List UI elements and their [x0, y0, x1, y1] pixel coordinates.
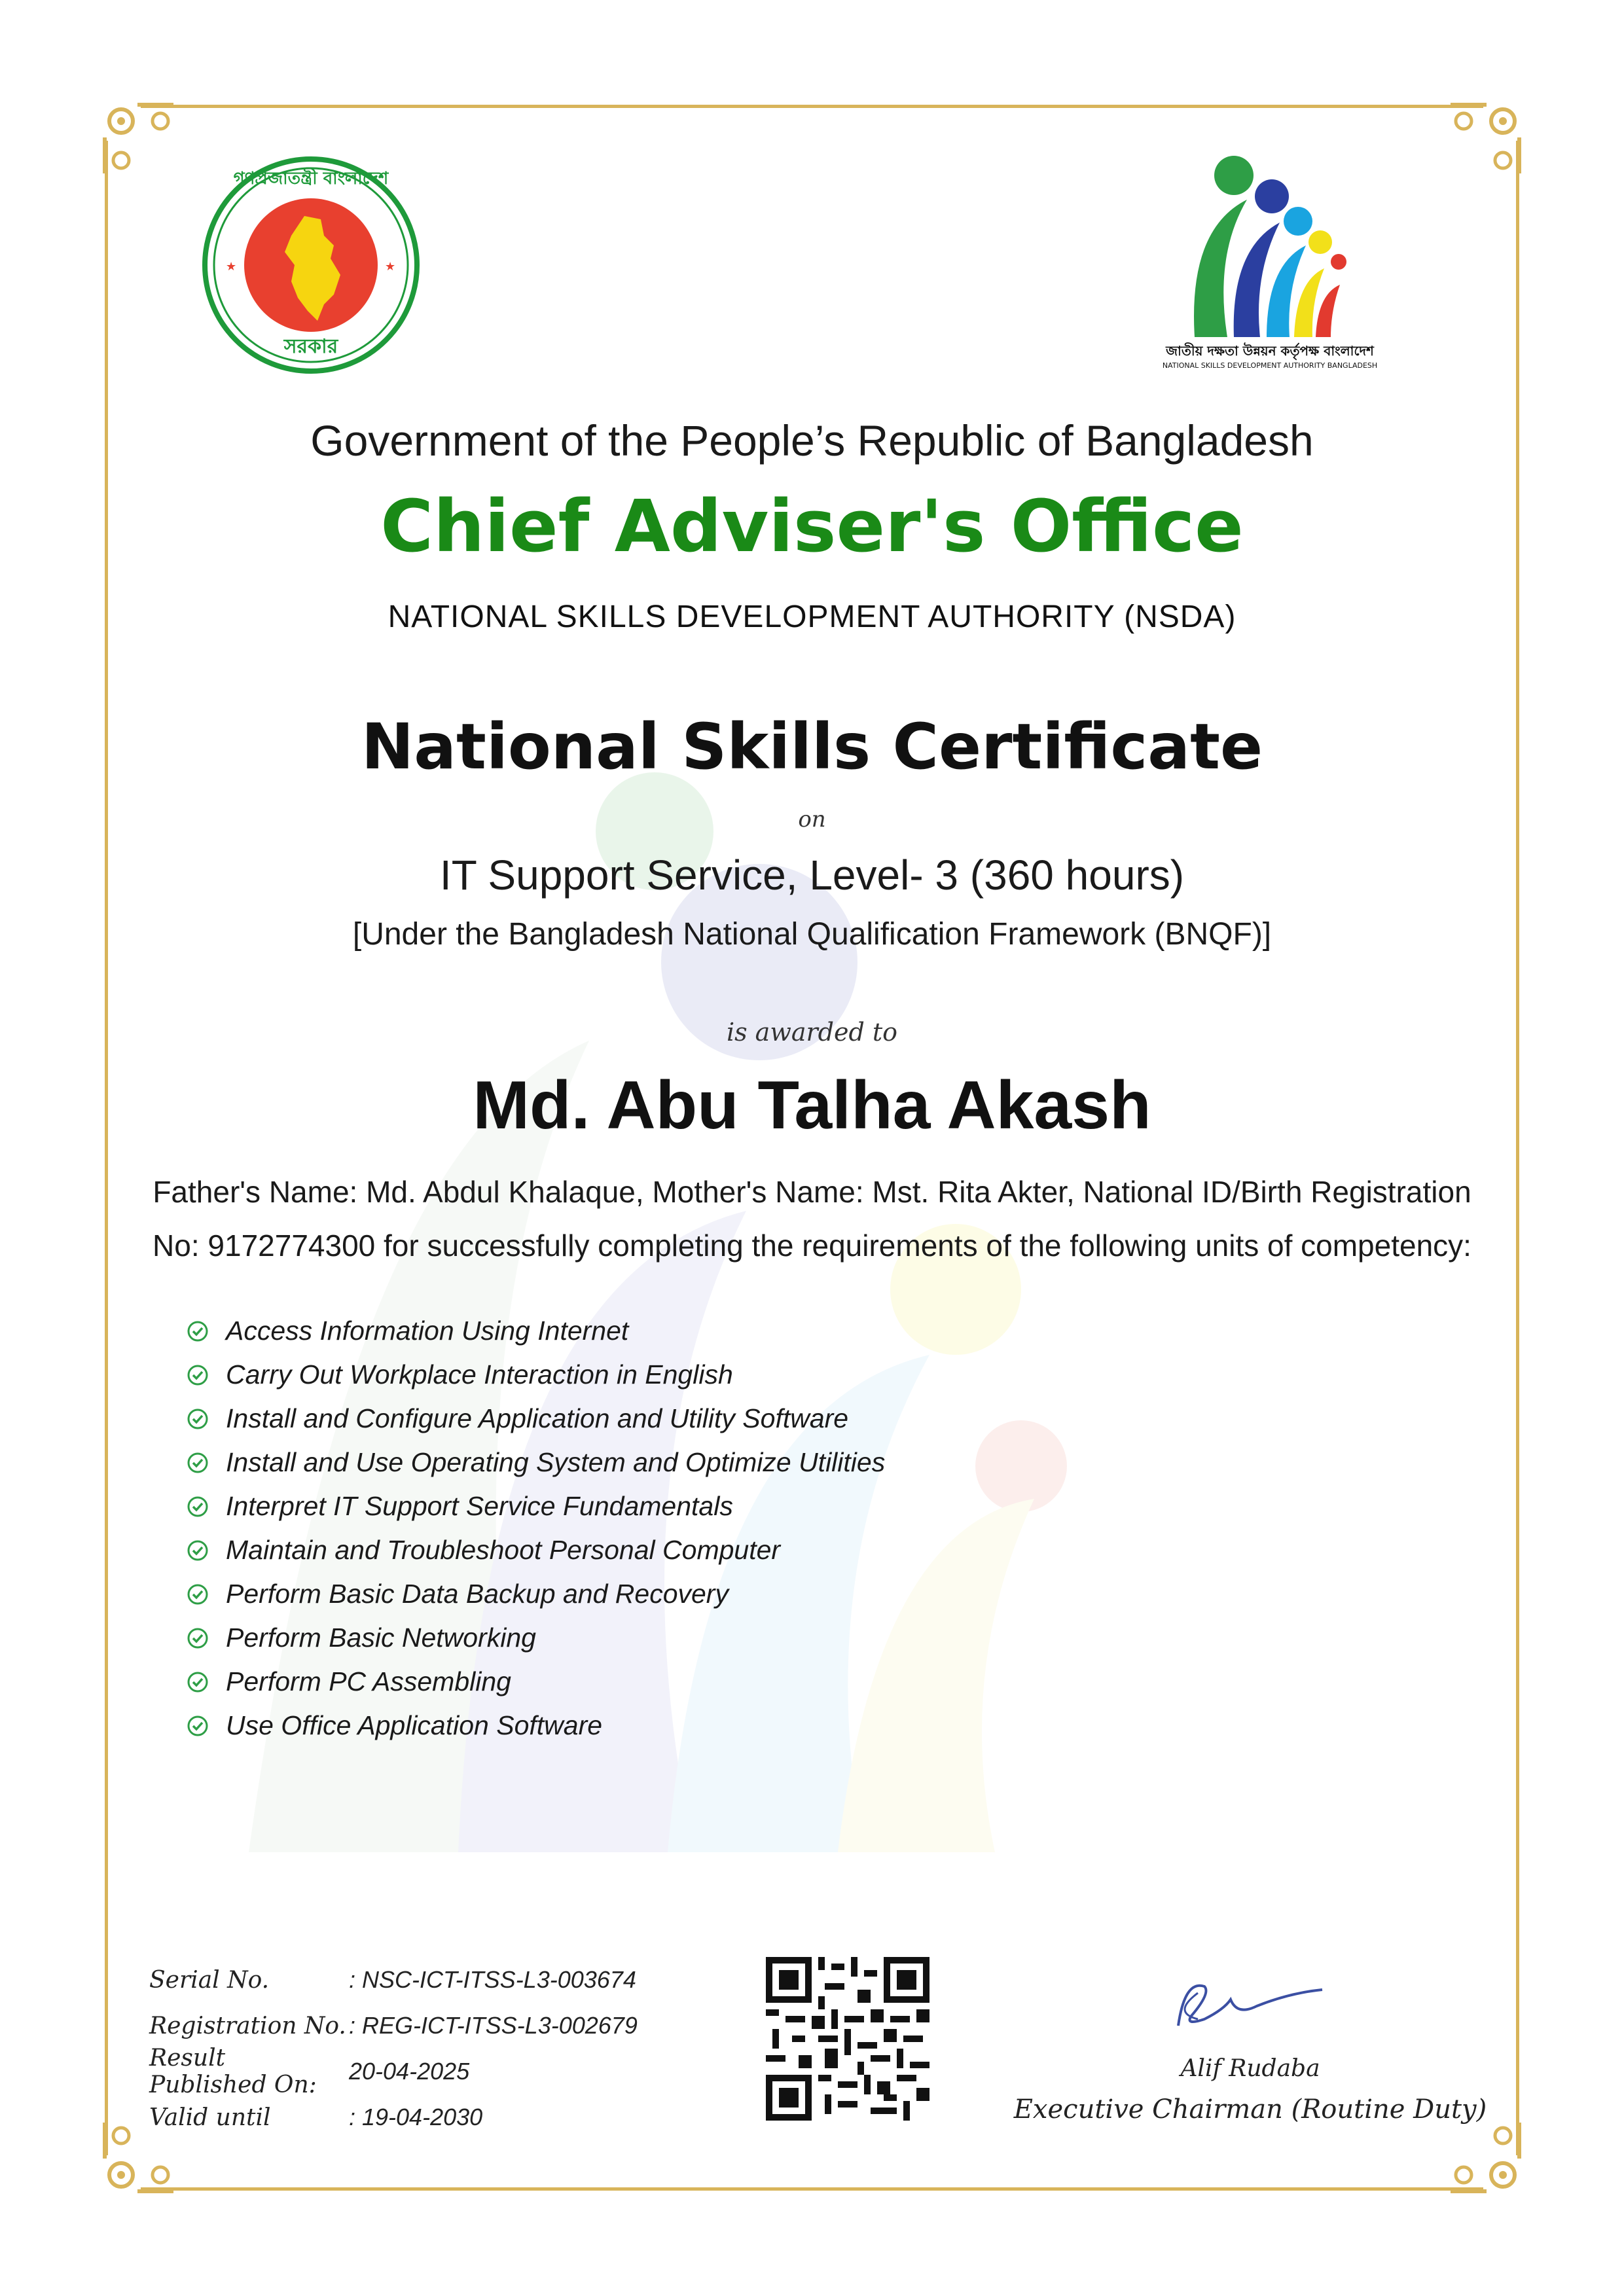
- result-row: [149, 2045, 638, 2098]
- competency-label: Perform PC Assembling: [226, 1666, 511, 1696]
- competency-item: [187, 1441, 885, 1484]
- check-circle-icon: [187, 1583, 209, 1605]
- check-circle-icon: [187, 1539, 209, 1562]
- competency-item: [187, 1704, 885, 1748]
- competency-label: Carry Out Workplace Interaction in English: [226, 1359, 733, 1390]
- nsda-logo-bangla: জাতীয় দক্ষতা উন্নয়ন কর্তৃপক্ষ বাংলাদেশ: [1166, 343, 1374, 359]
- competency-label: Maintain and Troubleshoot Personal Computer: [226, 1535, 781, 1565]
- check-circle-icon: [187, 1364, 209, 1386]
- signatory-title: Executive Chairman (Routine Duty): [1013, 2094, 1487, 2125]
- framework-note: [Under the Bangladesh National Qualification Framework (BNQF)]: [352, 917, 1272, 952]
- serial-row: [149, 1957, 638, 2003]
- competency-label: Perform Basic Networking: [226, 1623, 536, 1653]
- competency-label: Use Office Application Software: [226, 1710, 603, 1740]
- valid-value: : 19-04-2030: [349, 2104, 483, 2130]
- serial-label: Serial No.: [149, 1966, 270, 1994]
- corner-ornament-top-left: [98, 98, 177, 177]
- description-line-2: No: 9172774300 for successfully completing the requirements of the following units of competency:: [153, 1229, 1471, 1263]
- check-circle-icon: [187, 1408, 209, 1430]
- signature-image: [1159, 1954, 1355, 2052]
- nsda-logo-english: NATIONAL SKILLS DEVELOPMENT AUTHORITY BANGLADESH: [1162, 361, 1378, 370]
- check-circle-icon: [187, 1671, 209, 1693]
- course-title: IT Support Service, Level- 3 (360 hours): [439, 852, 1185, 899]
- check-circle-icon: [187, 1715, 209, 1737]
- competency-label: Interpret IT Support Service Fundamentals: [226, 1491, 733, 1521]
- corner-ornament-bottom-right: [1447, 2119, 1526, 2198]
- frame-top: [141, 105, 1483, 108]
- svg-text:★: ★: [226, 260, 237, 274]
- frame-bottom: [141, 2187, 1483, 2191]
- check-circle-icon: [187, 1496, 209, 1518]
- valid-label: Valid until: [149, 2104, 271, 2131]
- certificate-meta: [149, 1957, 638, 2140]
- check-circle-icon: [187, 1627, 209, 1649]
- government-title: Government of the People’s Republic of Bangladesh: [310, 416, 1314, 465]
- description-line-1: Father's Name: Md. Abdul Khalaque, Mother's Name: Mst. Rita Akter, National ID/Birth Registration: [153, 1175, 1471, 1209]
- competency-item: [187, 1309, 885, 1353]
- competency-item: [187, 1484, 885, 1528]
- signatory-name: Alif Rudaba: [1180, 2055, 1320, 2082]
- recipient-description: [131, 1165, 1493, 1272]
- competency-item: [187, 1353, 885, 1397]
- check-circle-icon: [187, 1452, 209, 1474]
- competency-list: [187, 1309, 885, 1748]
- recipient-name: Md. Abu Talha Akash: [473, 1067, 1151, 1143]
- competency-item: [187, 1397, 885, 1441]
- check-circle-icon: [187, 1320, 209, 1342]
- competency-label: Install and Configure Application and Utility Software: [226, 1403, 849, 1433]
- registration-label: Registration No.: [149, 2012, 346, 2039]
- registration-value: : REG-ICT-ITSS-L3-002679: [349, 2012, 638, 2039]
- competency-item: [187, 1572, 885, 1616]
- competency-label: Install and Use Operating System and Optimize Utilities: [226, 1447, 886, 1477]
- authority-title: NATIONAL SKILLS DEVELOPMENT AUTHORITY (NSDA): [388, 600, 1236, 634]
- office-title: Chief Adviser's Office: [380, 484, 1244, 568]
- certificate-title: National Skills Certificate: [361, 710, 1263, 783]
- registration-row: [149, 2003, 638, 2049]
- emblem-text-bottom: সরকার: [283, 335, 338, 358]
- result-value: 20-04-2025: [349, 2058, 470, 2085]
- competency-item: [187, 1660, 885, 1704]
- corner-ornament-top-right: [1447, 98, 1526, 177]
- result-label: Result Published On:: [149, 2045, 317, 2098]
- competency-label: Perform Basic Data Backup and Recovery: [226, 1579, 729, 1609]
- valid-row: [149, 2094, 638, 2140]
- competency-item: [187, 1616, 885, 1660]
- serial-value: : NSC-ICT-ITSS-L3-003674: [349, 1966, 636, 1993]
- svg-text:★: ★: [385, 260, 396, 274]
- qr-code: [766, 1957, 929, 2121]
- emblem-text-top: গণপ্রজাতন্ত্রী বাংলাদেশ: [233, 169, 389, 188]
- on-label: on: [798, 806, 826, 833]
- awarded-label: is awarded to: [726, 1018, 898, 1047]
- competency-item: [187, 1528, 885, 1572]
- competency-label: Access Information Using Internet: [226, 1316, 629, 1346]
